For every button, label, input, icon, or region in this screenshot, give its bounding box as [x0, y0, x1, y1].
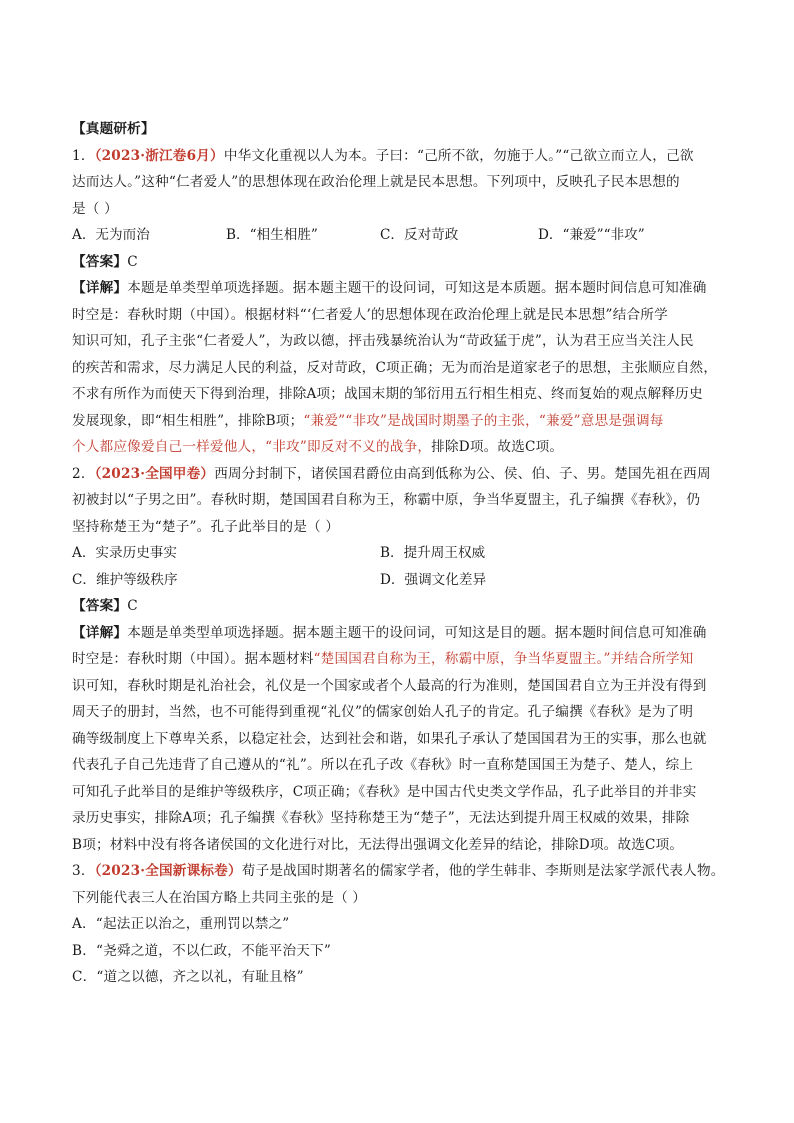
- q2-detail-highlight2c: 并结合所学知: [610, 651, 694, 667]
- q1-detail-line6: [72, 408, 754, 435]
- q3-stem-line1: [72, 858, 754, 885]
- q1-answer-value: C: [127, 253, 138, 270]
- q2-detail-line8: 录历史事实，排除A项；孔子编撰《春秋》坚持称楚王为“楚子”，无法达到提升周王权威的效果，排除: [72, 810, 690, 826]
- q1-detail-line1: [72, 275, 754, 302]
- q2-options-row1: [72, 540, 754, 567]
- q1-detail-text1: 本题是单类型单项选择题。据本题主题干的设问词，可知这是本质题。据本题时间信息可知准确: [127, 280, 707, 296]
- section-title: 【真题研析】: [72, 121, 155, 137]
- q1-option-a: A．无为而治: [72, 227, 150, 243]
- q1-option-b: B．“相生相胜”: [226, 227, 318, 243]
- q2-detail-line3: 识可知，春秋时期是礼治社会，礼仪是一个国家或者个人最高的行为准则，楚国国君自立为王并没有得到: [72, 677, 707, 694]
- q2-detail-line1: [72, 620, 754, 647]
- q2-detail-line4: 周天子的册封，当然，也不可能得到重视“礼仪”的儒家创始人孔子的肯定。孔子编撰《春秋》是为了明: [72, 704, 694, 720]
- q1-answer-label: 【答案】: [72, 253, 128, 270]
- q1-number: 1．: [72, 147, 95, 164]
- q3-number: 3．: [72, 863, 95, 879]
- q1-detail-label: 【详解】: [72, 280, 128, 296]
- q1-detail-highlight6: “兼爱”“非攻”是战国时期墨子的主张，“兼爱”意思是强调每: [303, 412, 664, 429]
- q2-option-b: B．提升周王权威: [380, 545, 486, 561]
- q1-detail-line2: 时空是：春秋时期（中国）。根据材料“‘仁者爱人’的思想体现在政治伦理上就是民本思想”结合所学: [72, 306, 668, 323]
- q2-detail-line9: B项；材料中没有将各诸侯国的文化进行对比，无法得出强调文化差异的结论，排除D项。故选C项。: [72, 836, 684, 853]
- q2-stem-line1: [72, 461, 754, 488]
- q1-detail-text6a: 发展现象，即“相生相胜”，排除B项；: [72, 412, 304, 429]
- q2-option-d: D．强调文化差异: [380, 571, 487, 588]
- q2-stem-text1: 西周分封制下，诸侯国君爵位由高到低称为公、侯、伯、子、男。楚国先祖在西周: [214, 465, 711, 482]
- q2-detail-line7: 可知孔子此举目的是维护等级秩序，C项正确；《春秋》是中国古代史类文学作品，孔子此举目的并非实: [72, 783, 697, 800]
- q2-source: （2023·全国甲卷）: [94, 465, 215, 482]
- q2-stem-line2: 初被封以“子男之田”。春秋时期，楚国国君自称为王，称霸中原，争当华夏盟主，孔子编撰《春秋》，仍: [72, 492, 701, 508]
- q2-detail-line5: 确等级制度上下尊卑关系，以稳定社会，达到社会和谐，如果孔子承认了楚国国君为王的实事，那么也就: [72, 730, 707, 747]
- q2-answer-label: 【答案】: [72, 598, 128, 614]
- q1-options: [72, 222, 754, 249]
- q1-detail-highlight7a: 个人都应像爱自己一样爱他人，: [72, 439, 266, 455]
- q1-detail-line4: 的疾苦和需求，尽力满足人民的利益，反对苛政，C项正确；无为而治是道家老子的思想，主张顺应自然，: [72, 359, 718, 376]
- q3-stem-text1: 荀子是战国时期著名的儒家学者，他的学生韩非、李斯则是法家学派代表人物。: [241, 863, 725, 879]
- q1-stem-line2: 达而达人。”这种“仁者爱人”的思想体现在政治伦理上就是民本思想。下列项中，反映孔子民本思想的: [72, 174, 680, 190]
- q2-detail-text1: 本题是单类型单项选择题。据本题主题干的设问词，可知这是目的题。据本题时间信息可知准确: [127, 624, 707, 641]
- q2-detail-text2a: 时空是：春秋时期（中国）。据本题材料: [72, 651, 314, 667]
- q2-option-a: A．实录历史事实: [72, 545, 177, 561]
- q1-detail-line5: 不求有所作为而使天下得到治理，排除A项；战国末期的邹衍用五行相生相克、终而复始的观点解释历史: [72, 386, 703, 402]
- q1-detail-text7c: 排除D项。故选C项。: [431, 439, 564, 455]
- q2-detail-label: 【详解】: [72, 624, 128, 641]
- q2-detail-line2: [72, 646, 754, 673]
- q2-answer: [72, 593, 754, 620]
- q1-source: （2023·浙江卷6月）: [94, 147, 224, 164]
- q2-stem-line3: 坚持称楚王为“楚子”。孔子此举目的是（ ）: [72, 518, 340, 535]
- q1-detail-line3: 知识可知，孔子主张“仁者爱人”，为政以德，抨击残暴统治认为“苛政猛于虎”，认为君王应当关注人民: [72, 333, 694, 349]
- q2-answer-value: C: [127, 598, 138, 614]
- q1-stem-text1: 中华文化重视以人为本。子曰：“己所不欲，勿施于人。”“己欲立而立人，己欲: [223, 147, 694, 164]
- q1-option-d: D．“兼爱”“非攻”: [538, 227, 645, 243]
- q2-detail-line6: 代表孔子自己先违背了自己遵从的“礼”。所以在孔子改《春秋》时一直称楚国国王为楚子、楚人，综上: [72, 757, 694, 773]
- q3-source: （2023·全国新课标卷）: [94, 863, 242, 879]
- q1-detail-highlight7b: “非攻”即反对不义的战争，: [265, 439, 432, 455]
- q2-detail-highlight2: “楚国国君自称为王，称霸中原，争当华夏盟主。”: [313, 651, 611, 667]
- q3-option-c: C．“道之以德，齐之以礼，有耻且格”: [72, 969, 304, 985]
- q1-detail-line7: [72, 434, 754, 461]
- q3-stem-line2: 下列能代表三人在治国方略上共同主张的是（ ）: [72, 889, 367, 906]
- q2-option-c: C．维护等级秩序: [72, 571, 178, 588]
- q1-stem-line1: [72, 143, 754, 170]
- q1-option-c: C．反对苛政: [380, 227, 459, 243]
- q1-stem-line3: 是（ ）: [72, 200, 118, 217]
- q3-option-a: A．“起法正以治之，重刑罚以禁之”: [72, 916, 290, 932]
- q2-options-row2: [72, 567, 754, 594]
- q3-option-b: B．“尧舜之道，不以仁政，不能平治天下”: [72, 942, 331, 959]
- q2-number: 2．: [72, 465, 95, 482]
- q1-answer: [72, 249, 754, 276]
